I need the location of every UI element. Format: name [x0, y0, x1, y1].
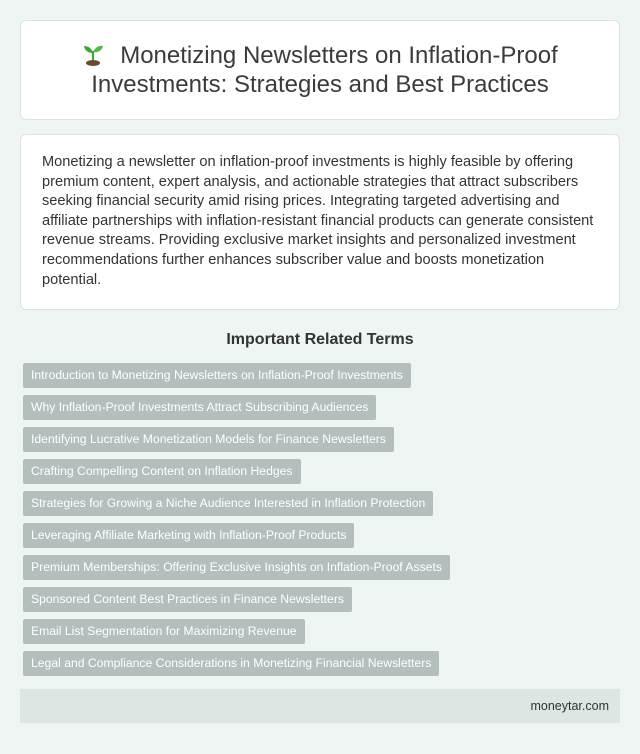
title-card: [20, 20, 620, 120]
related-term-tag[interactable]: Email List Segmentation for Maximizing Revenue: [23, 619, 305, 644]
page-title: [51, 41, 589, 99]
summary-card: [20, 134, 620, 310]
related-term-tag[interactable]: Legal and Compliance Considerations in Monetizing Financial Newsletters: [23, 651, 439, 676]
summary-text: Monetizing a newsletter on inflation-proof investments is highly feasible by offering premium content, expert analysis, and actionable strategies that attract subscribers seeking financial security amid rising prices. Integrating targeted advertising and affiliate partnerships with inflation-resistant financial products can generate consistent revenue streams. Providing exclusive market insights and personalized investment recommendations further enhances subscriber value and boosts monetization potential.: [42, 154, 594, 288]
related-term-tag[interactable]: Leveraging Affiliate Marketing with Inflation-Proof Products: [23, 523, 354, 548]
seedling-icon: [82, 42, 104, 66]
related-term-tag[interactable]: Identifying Lucrative Monetization Models for Finance Newsletters: [23, 427, 394, 452]
related-term-tag[interactable]: Introduction to Monetizing Newsletters on Inflation-Proof Investments: [23, 363, 411, 388]
related-terms-list: [23, 363, 623, 683]
related-term-tag[interactable]: Crafting Compelling Content on Inflation Hedges: [23, 459, 301, 484]
related-term-tag[interactable]: Strategies for Growing a Niche Audience Interested in Inflation Protection: [23, 491, 433, 516]
title-text: Monetizing Newsletters on Inflation-Proof Investments: Strategies and Best Practices: [91, 42, 558, 98]
related-term-tag[interactable]: Sponsored Content Best Practices in Finance Newsletters: [23, 587, 352, 612]
related-terms-heading: Important Related Terms: [226, 331, 414, 348]
related-term-tag[interactable]: Why Inflation-Proof Investments Attract Subscribing Audiences: [23, 395, 376, 420]
footer-site-link[interactable]: moneytar.com: [530, 699, 609, 713]
footer: [20, 689, 620, 723]
related-term-tag[interactable]: Premium Memberships: Offering Exclusive Insights on Inflation-Proof Assets: [23, 555, 450, 580]
